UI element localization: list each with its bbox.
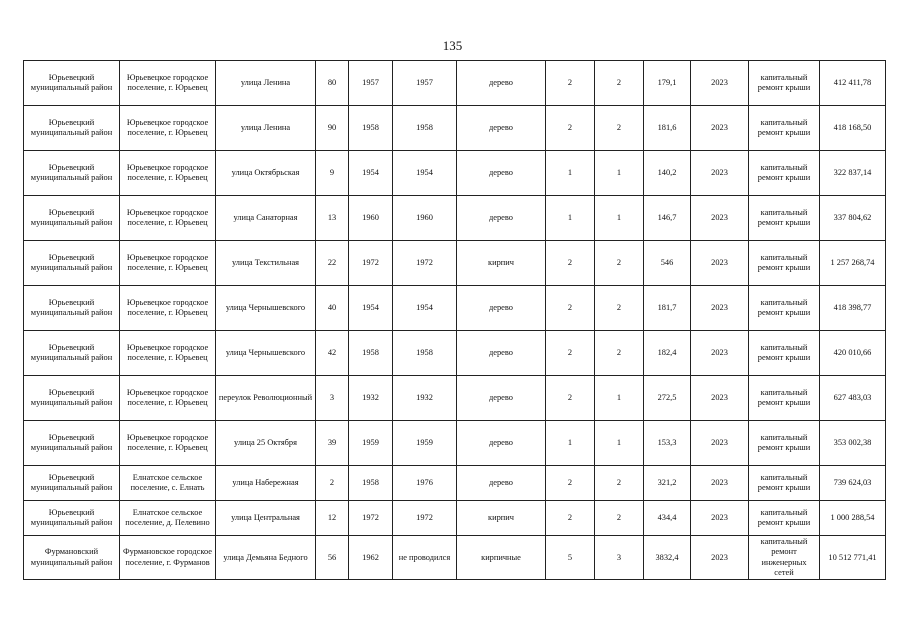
area-cell: 179,1 — [644, 61, 691, 106]
plan-year-cell: 2023 — [691, 106, 749, 151]
entrances-cell: 2 — [595, 106, 644, 151]
wall-material-cell: дерево — [457, 421, 546, 466]
house-number-cell: 80 — [316, 61, 349, 106]
district-cell: Юрьевецкий муниципальный район — [24, 376, 120, 421]
work-type-cell: капитальный ремонт крыши — [749, 106, 820, 151]
plan-year-cell: 2023 — [691, 241, 749, 286]
year-last-repair-cell: 1958 — [393, 106, 457, 151]
floors-cell: 2 — [546, 466, 595, 501]
work-type-cell: капитальный ремонт крыши — [749, 61, 820, 106]
district-cell: Юрьевецкий муниципальный район — [24, 151, 120, 196]
year-built-cell: 1932 — [349, 376, 393, 421]
settlement-cell: Елнатское сельское поселение, д. Пелевино — [120, 501, 216, 536]
street-cell: улица Санаторная — [216, 196, 316, 241]
work-type-cell: капитальный ремонт крыши — [749, 501, 820, 536]
wall-material-cell: кирпич — [457, 241, 546, 286]
year-built-cell: 1957 — [349, 61, 393, 106]
area-cell: 3832,4 — [644, 536, 691, 580]
cost-cell: 739 624,03 — [820, 466, 886, 501]
floors-cell: 2 — [546, 286, 595, 331]
table-row — [24, 241, 886, 286]
area-cell: 434,4 — [644, 501, 691, 536]
year-built-cell: 1954 — [349, 286, 393, 331]
settlement-cell: Юрьевецкое городское поселение, г. Юрьевец — [120, 421, 216, 466]
street-cell: переулок Революционный — [216, 376, 316, 421]
table-row — [24, 501, 886, 536]
settlement-cell: Елнатское сельское поселение, с. Елнать — [120, 466, 216, 501]
street-cell: улица Ленина — [216, 61, 316, 106]
street-cell: улица Чернышевского — [216, 331, 316, 376]
settlement-cell: Юрьевецкое городское поселение, г. Юрьевец — [120, 286, 216, 331]
area-cell: 546 — [644, 241, 691, 286]
district-cell: Фурмановский муниципальный район — [24, 536, 120, 580]
entrances-cell: 2 — [595, 501, 644, 536]
year-last-repair-cell: 1954 — [393, 286, 457, 331]
house-number-cell: 13 — [316, 196, 349, 241]
cost-cell: 1 000 288,54 — [820, 501, 886, 536]
plan-year-cell: 2023 — [691, 536, 749, 580]
year-last-repair-cell: 1960 — [393, 196, 457, 241]
floors-cell: 1 — [546, 151, 595, 196]
wall-material-cell: дерево — [457, 466, 546, 501]
year-built-cell: 1958 — [349, 466, 393, 501]
work-type-cell: капитальный ремонт крыши — [749, 331, 820, 376]
plan-year-cell: 2023 — [691, 331, 749, 376]
entrances-cell: 2 — [595, 241, 644, 286]
table-row — [24, 151, 886, 196]
house-number-cell: 3 — [316, 376, 349, 421]
house-number-cell: 56 — [316, 536, 349, 580]
work-type-cell: капитальный ремонт крыши — [749, 286, 820, 331]
work-type-cell: капитальный ремонт крыши — [749, 421, 820, 466]
cost-cell: 627 483,03 — [820, 376, 886, 421]
work-type-cell: капитальный ремонт крыши — [749, 151, 820, 196]
district-cell: Юрьевецкий муниципальный район — [24, 61, 120, 106]
table-row — [24, 536, 886, 580]
cost-cell: 1 257 268,74 — [820, 241, 886, 286]
street-cell: улица 25 Октября — [216, 421, 316, 466]
year-last-repair-cell: 1932 — [393, 376, 457, 421]
house-number-cell: 9 — [316, 151, 349, 196]
wall-material-cell: дерево — [457, 151, 546, 196]
cost-cell: 10 512 771,41 — [820, 536, 886, 580]
district-cell: Юрьевецкий муниципальный район — [24, 331, 120, 376]
floors-cell: 1 — [546, 196, 595, 241]
table-row — [24, 286, 886, 331]
cost-cell: 322 837,14 — [820, 151, 886, 196]
cost-cell: 353 002,38 — [820, 421, 886, 466]
entrances-cell: 2 — [595, 331, 644, 376]
settlement-cell: Юрьевецкое городское поселение, г. Юрьевец — [120, 331, 216, 376]
year-last-repair-cell: 1958 — [393, 331, 457, 376]
plan-year-cell: 2023 — [691, 421, 749, 466]
year-last-repair-cell: 1959 — [393, 421, 457, 466]
street-cell: улица Октябрьская — [216, 151, 316, 196]
floors-cell: 2 — [546, 331, 595, 376]
plan-year-cell: 2023 — [691, 196, 749, 241]
settlement-cell: Юрьевецкое городское поселение, г. Юрьевец — [120, 196, 216, 241]
floors-cell: 2 — [546, 61, 595, 106]
district-cell: Юрьевецкий муниципальный район — [24, 286, 120, 331]
house-number-cell: 42 — [316, 331, 349, 376]
year-built-cell: 1960 — [349, 196, 393, 241]
house-number-cell: 12 — [316, 501, 349, 536]
wall-material-cell: кирпич — [457, 501, 546, 536]
floors-cell: 2 — [546, 376, 595, 421]
year-last-repair-cell: 1972 — [393, 501, 457, 536]
area-cell: 153,3 — [644, 421, 691, 466]
district-cell: Юрьевецкий муниципальный район — [24, 466, 120, 501]
work-type-cell: капитальный ремонт крыши — [749, 196, 820, 241]
cost-cell: 418 168,50 — [820, 106, 886, 151]
entrances-cell: 1 — [595, 376, 644, 421]
settlement-cell: Юрьевецкое городское поселение, г. Юрьевец — [120, 376, 216, 421]
cost-cell: 412 411,78 — [820, 61, 886, 106]
entrances-cell: 2 — [595, 286, 644, 331]
settlement-cell: Юрьевецкое городское поселение, г. Юрьевец — [120, 61, 216, 106]
work-type-cell: капитальный ремонт инженерных сетей — [749, 536, 820, 580]
work-type-cell: капитальный ремонт крыши — [749, 241, 820, 286]
floors-cell: 2 — [546, 241, 595, 286]
house-number-cell: 2 — [316, 466, 349, 501]
settlement-cell: Юрьевецкое городское поселение, г. Юрьевец — [120, 241, 216, 286]
street-cell: улица Текстильная — [216, 241, 316, 286]
cost-cell: 418 398,77 — [820, 286, 886, 331]
cost-cell: 420 010,66 — [820, 331, 886, 376]
house-number-cell: 90 — [316, 106, 349, 151]
district-cell: Юрьевецкий муниципальный район — [24, 501, 120, 536]
house-number-cell: 40 — [316, 286, 349, 331]
entrances-cell: 2 — [595, 61, 644, 106]
table-row — [24, 331, 886, 376]
wall-material-cell: дерево — [457, 286, 546, 331]
street-cell: улица Центральная — [216, 501, 316, 536]
plan-year-cell: 2023 — [691, 151, 749, 196]
plan-year-cell: 2023 — [691, 376, 749, 421]
district-cell: Юрьевецкий муниципальный район — [24, 241, 120, 286]
street-cell: улица Набережная — [216, 466, 316, 501]
year-built-cell: 1958 — [349, 106, 393, 151]
wall-material-cell: дерево — [457, 331, 546, 376]
year-last-repair-cell: 1976 — [393, 466, 457, 501]
floors-cell: 1 — [546, 421, 595, 466]
plan-year-cell: 2023 — [691, 61, 749, 106]
district-cell: Юрьевецкий муниципальный район — [24, 106, 120, 151]
street-cell: улица Демьяна Бедного — [216, 536, 316, 580]
year-built-cell: 1954 — [349, 151, 393, 196]
wall-material-cell: дерево — [457, 196, 546, 241]
work-type-cell: капитальный ремонт крыши — [749, 376, 820, 421]
area-cell: 321,2 — [644, 466, 691, 501]
area-cell: 182,4 — [644, 331, 691, 376]
wall-material-cell: дерево — [457, 61, 546, 106]
repair-table — [23, 60, 886, 580]
wall-material-cell: кирпичные — [457, 536, 546, 580]
house-number-cell: 39 — [316, 421, 349, 466]
year-last-repair-cell: 1954 — [393, 151, 457, 196]
plan-year-cell: 2023 — [691, 286, 749, 331]
settlement-cell: Юрьевецкое городское поселение, г. Юрьевец — [120, 106, 216, 151]
district-cell: Юрьевецкий муниципальный район — [24, 421, 120, 466]
table-row — [24, 376, 886, 421]
entrances-cell: 1 — [595, 421, 644, 466]
area-cell: 181,6 — [644, 106, 691, 151]
wall-material-cell: дерево — [457, 376, 546, 421]
district-cell: Юрьевецкий муниципальный район — [24, 196, 120, 241]
year-built-cell: 1972 — [349, 501, 393, 536]
entrances-cell: 3 — [595, 536, 644, 580]
house-number-cell: 22 — [316, 241, 349, 286]
year-built-cell: 1972 — [349, 241, 393, 286]
area-cell: 146,7 — [644, 196, 691, 241]
year-built-cell: 1959 — [349, 421, 393, 466]
table-row — [24, 466, 886, 501]
area-cell: 181,7 — [644, 286, 691, 331]
year-built-cell: 1962 — [349, 536, 393, 580]
year-last-repair-cell: не проводился — [393, 536, 457, 580]
page-number: 135 — [442, 38, 463, 53]
wall-material-cell: дерево — [457, 106, 546, 151]
settlement-cell: Юрьевецкое городское поселение, г. Юрьевец — [120, 151, 216, 196]
year-built-cell: 1958 — [349, 331, 393, 376]
plan-year-cell: 2023 — [691, 501, 749, 536]
settlement-cell: Фурмановское городское поселение, г. Фурманов — [120, 536, 216, 580]
entrances-cell: 2 — [595, 466, 644, 501]
table-row — [24, 421, 886, 466]
year-last-repair-cell: 1972 — [393, 241, 457, 286]
entrances-cell: 1 — [595, 196, 644, 241]
work-type-cell: капитальный ремонт крыши — [749, 466, 820, 501]
area-cell: 140,2 — [644, 151, 691, 196]
year-last-repair-cell: 1957 — [393, 61, 457, 106]
plan-year-cell: 2023 — [691, 466, 749, 501]
street-cell: улица Чернышевского — [216, 286, 316, 331]
street-cell: улица Ленина — [216, 106, 316, 151]
floors-cell: 2 — [546, 106, 595, 151]
entrances-cell: 1 — [595, 151, 644, 196]
area-cell: 272,5 — [644, 376, 691, 421]
floors-cell: 5 — [546, 536, 595, 580]
table-row — [24, 106, 886, 151]
table-row — [24, 61, 886, 106]
table-row — [24, 196, 886, 241]
cost-cell: 337 804,62 — [820, 196, 886, 241]
floors-cell: 2 — [546, 501, 595, 536]
